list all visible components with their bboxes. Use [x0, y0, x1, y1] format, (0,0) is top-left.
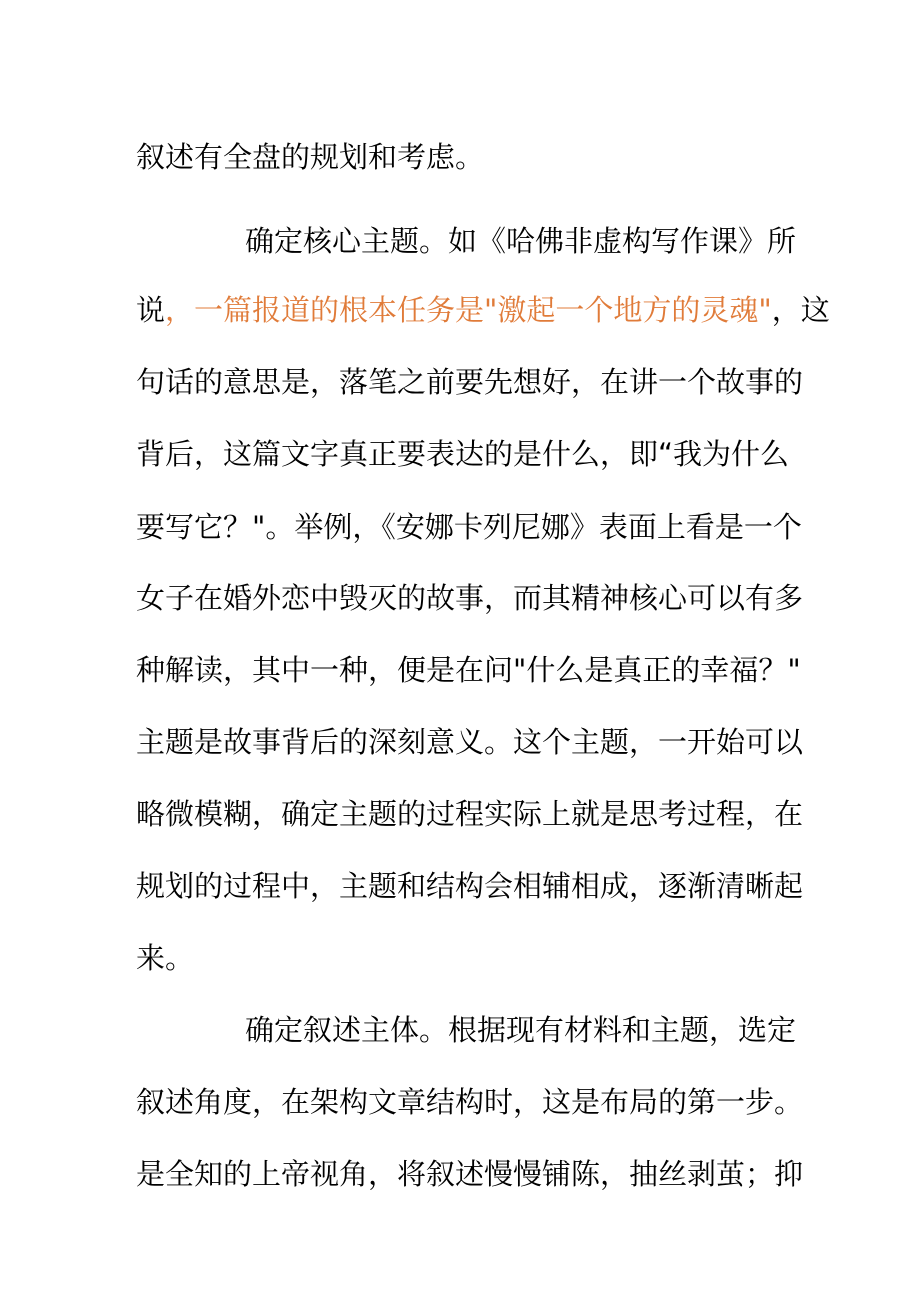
paragraph-line: 要写它？"。举例，《安娜卡列尼娜》表面上看是一个	[136, 510, 802, 544]
paragraph-line: 背后，这篇文字真正要表达的是什么，即“我为什么	[136, 437, 790, 471]
paragraph-line: 女子在婚外恋中毁灭的故事，而其精神核心可以有多	[136, 581, 804, 615]
paragraph-line: 规划的过程中，主题和结构会相辅相成，逐渐清晰起	[136, 869, 804, 903]
paragraph-line: 是全知的上帝视角，将叙述慢慢铺陈，抽丝剥茧；抑	[136, 1157, 804, 1191]
text-run: 说	[136, 293, 166, 327]
paragraph-line: 略微模糊，确定主题的过程实际上就是思考过程，在	[136, 797, 804, 831]
paragraph-line	[136, 290, 830, 330]
paragraph-line: 来。	[136, 941, 195, 975]
text-run: ，这	[771, 293, 830, 327]
paragraph-line: 确定核心主题。如《哈佛非虚构写作课》所	[245, 224, 797, 258]
highlighted-quote: ，一篇报道的根本任务是"激起一个地方的灵魂"	[165, 293, 772, 327]
paragraph-line: 叙述有全盘的规划和考虑。	[136, 140, 485, 174]
paragraph-line: 叙述角度，在架构文章结构时，这是布局的第一步。	[136, 1085, 804, 1119]
paragraph-line: 确定叙述主体。根据现有材料和主题，选定	[245, 1013, 797, 1047]
paragraph-line: 句话的意思是，落笔之前要先想好，在讲一个故事的	[136, 365, 804, 399]
paragraph-line: 种解读，其中一种，便是在问"什么是真正的幸福？"	[136, 653, 801, 687]
paragraph-line: 主题是故事背后的深刻意义。这个主题，一开始可以	[136, 725, 804, 759]
